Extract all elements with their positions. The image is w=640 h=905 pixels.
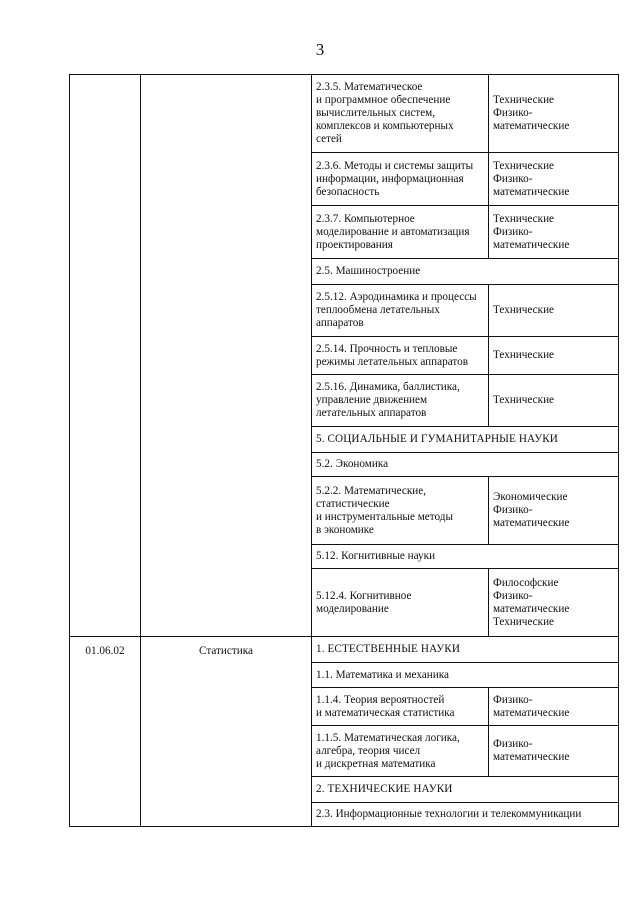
science-branch-cell: Технические Физико- математические [489,206,619,259]
specialty-cell: 2.5.14. Прочность и тепловые режимы летательных аппаратов [312,337,489,375]
program-name-cell: Статистика [141,637,312,827]
specialty-cell: 2.3.7. Компьютерное моделирование и автоматизация проектирования [312,206,489,259]
specialty-cell: 1.1.5. Математическая логика, алгебра, теория чисел и дискретная математика [312,726,489,777]
science-branch-cell: Технические Физико- математические [489,153,619,206]
science-branch-cell: Экономические Физико- математические [489,477,619,545]
table-row [70,637,619,663]
science-section-cell: 1. ЕСТЕСТВЕННЫЕ НАУКИ [312,637,619,663]
science-branch-cell: Технические Физико- математические [489,75,619,153]
specialty-group-cell: 5.12. Когнитивные науки [312,545,619,569]
science-branch-cell: Физико- математические [489,688,619,726]
science-branch-cell: Философские Физико- математические Технические [489,569,619,637]
specialty-cell: 2.3.6. Методы и системы защиты информации, информационная безопасность [312,153,489,206]
science-section-cell: 5. СОЦИАЛЬНЫЕ И ГУМАНИТАРНЫЕ НАУКИ [312,427,619,453]
specialty-cell: 2.3.5. Математическое и программное обеспечение вычислительных систем, комплексов и компьютерных сетей [312,75,489,153]
specialty-cell: 2.5.12. Аэродинамика и процессы теплообмена летательных аппаратов [312,285,489,337]
science-branch-cell: Технические [489,285,619,337]
page-number: 3 [315,40,325,59]
program-name-cell [141,75,312,637]
specialty-cell: 1.1.4. Теория вероятностей и математическая статистика [312,688,489,726]
program-code-cell [70,75,141,637]
specialties-table [69,74,619,827]
specialty-cell: 5.2.2. Математические, статистические и инструментальные методы в экономике [312,477,489,545]
science-branch-cell: Технические [489,337,619,375]
program-code-cell: 01.06.02 [70,637,141,827]
specialty-cell: 2.5.16. Динамика, баллистика, управление движением летательных аппаратов [312,375,489,427]
table-row [70,75,619,153]
specialty-group-cell: 1.1. Математика и механика [312,663,619,688]
specialty-cell: 5.12.4. Когнитивное моделирование [312,569,489,637]
specialty-group-cell: 2.5. Машиностроение [312,259,619,285]
science-branch-cell: Физико- математические [489,726,619,777]
science-branch-cell: Технические [489,375,619,427]
science-section-cell: 2. ТЕХНИЧЕСКИЕ НАУКИ [312,777,619,803]
specialty-group-cell: 2.3. Информационные технологии и телекоммуникации [312,803,619,827]
specialty-group-cell: 5.2. Экономика [312,453,619,477]
